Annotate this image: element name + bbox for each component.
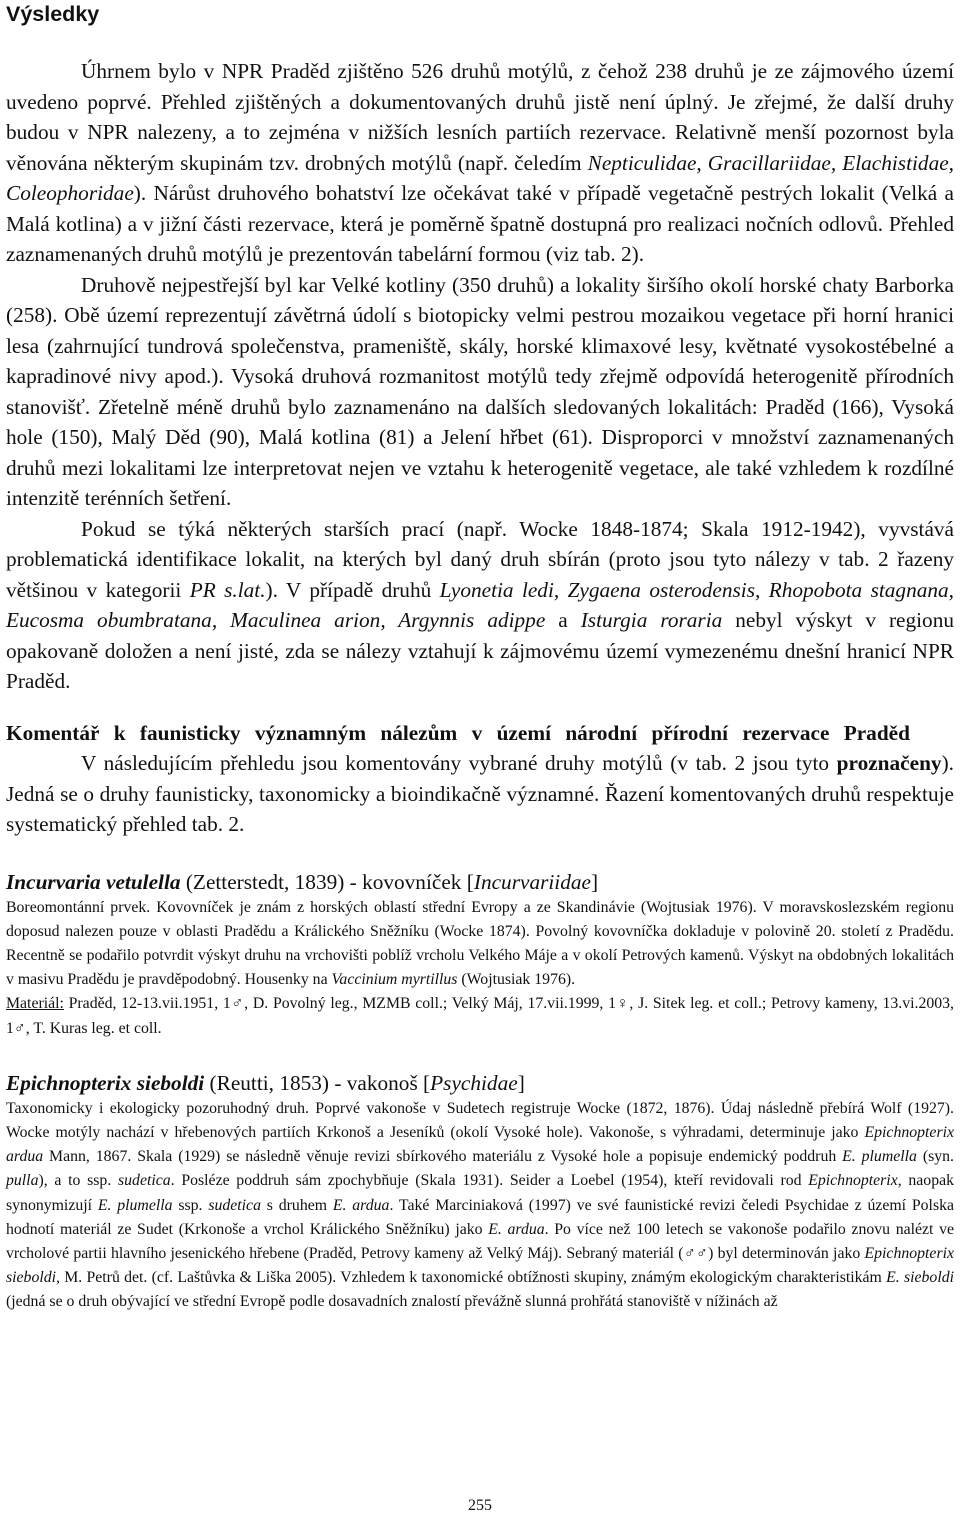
material-label: Materiál: [6,995,64,1013]
italic-run: Epichnopterix ardua [6,1123,954,1166]
species-author: (Reutti, 1853) - vakonoš [ [204,1070,431,1095]
material-text: Praděd, 12-13.vii.1951, 1♂, D. Povolný leg., MZMB coll.; Velký Máj, 17.vii.1999, 1♀, J. Sitek leg. et coll.; Petrovy kameny, 13.vi.2003, 1♂, T. Kuras leg. et coll. [6,995,954,1037]
italic-run: E. plumella [842,1148,917,1166]
text-run: Pokud se týká některých starších prací (např. Wocke 1848-1874; Skala 1912-1942), vyvstává problematická identifikace lokalit, na kterých byl daný druh sbírán (proto jsou tyto nálezy v tab. 2 řazeny většinou v kategorii [6,516,954,602]
page-number: 255 [468,1497,492,1514]
species-name: Incurvaria vetulella [6,869,181,894]
species-heading-epichnopterix [6,1069,954,1097]
text-run: (jedná se o druh obývající ve střední Evropě podle dosavadních znalostí převážně slunná prohřátá stanoviště v nížinách až [6,1293,778,1311]
text-run: Úhrnem bylo v NPR Praděd zjištěno 526 druhů motýlů, z čehož 238 druhů je ze zájmového území uvedeno poprvé. Přehled zjištěných a dokumentovaných druhů jistě není úplný. Je zřejmé, že další druhy budou v NPR nalezeny, a to zejména v nižších lesních partiích rezervace. Relativně menší pozornost byla věnována některým skupinám tzv. drobných motýlů (např. čeledím [6,59,954,175]
bold-run: proznačeny [836,751,942,775]
results-paragraph-3 [6,514,954,697]
italic-run: E. plumella [97,1196,173,1214]
results-paragraph-2 [6,270,954,514]
text-run: ssp. [172,1196,209,1214]
text-run: . Posléze poddruh sám zpochybňuje (Skala 1931). Seider a Loebel (1954), kteří revidovali rod [170,1172,809,1190]
text-run: Boreomontánní prvek. Kovovníček je znám z horských oblastí střední Evropy a ze Skandinávie (Wojtusiak 1976). V moravskoslezském regionu doposud nalezen pouze v oblasti Pradědu a Králického Sněžníku (Wocke 1874). Povolný kovovníčka dokladuje v polovině 20. století z Pradědu. Recentně se podařilo potvrdit výskyt druhu na vrchovišti poblíž vrcholu Velkého Máje a v okolí Petrových kamenů. Výskyt na obdobných lokalitách v masivu Pradědu je pravděpodobný. Housenky na [6,898,954,989]
document-page [6,0,954,1315]
species-heading-incurvaria [6,868,954,896]
text-run: . Po více než 100 letech se vakonoše podařilo znovu nalézt ve vrcholové partii hlavního jesenického hřebene (Praděd, Petrovy kameny až Velký Máj). Sebraný materiál (♂♂) byl determinován jako [6,1220,955,1262]
text-run: Taxonomicky i ekologicky pozoruhodný druh. Poprvé vakonoše v Sudetech registruje Wocke (1872, 1876). Údaj následně přebírá Wolf (1927). Wocke motýly nachází v hřebenových partiích Krkonoš a Jeseníků (okolí Vysoké hole). Vakonoše, s výhradami, determinuje jako [6,1099,954,1141]
species-bracket: ] [590,869,599,894]
text-run: Druhově nejpestřejší byl kar Velké kotliny (350 druhů) a lokality širšího okolí horské chaty Barborka (258). Obě území reprezentují závětrná údolí s biotopicky velmi pestrou mozaikou vegetace při horní hranici lesa (zahrnující tundrová společenstva, prameniště, skály, horské klimaxové lesy, květnaté vysokostébelné a kapradinové nivy apod.). Vysoká druhová rozmanitost motýlů tedy zřejmě odpovídá heterogenitě přírodních stanovišť. Zřetelně méně druhů bylo zaznamenáno na dalších sledovaných lokalitách: Praděd (166), Vysoká hole (150), Malý Děd (90), Malá kotlina (81) a Jelení hřbet (61). Disproporci v množství zaznamenaných druhů mezi lokalitami lze interpretovat nejen ve vztahu k heterogenitě vegetace, ale také vzhledem k rozdílné intenzitě terénních šetření. [6,272,954,510]
italic-run: pulla [6,1172,39,1190]
text-run: (Wojtusiak 1976). [457,971,576,989]
text-run: , naopak synonymizují [6,1172,955,1214]
text-run: V následujícím přehledu jsou komentovány vybrané druhy motýlů (v tab. 2 jsou tyto [81,751,837,775]
species-author: (Zetterstedt, 1839) - kovovníček [ [180,869,474,894]
italic-run: Epichnopterix [808,1172,898,1190]
comment-heading: Komentář k faunisticky významným nálezům v území národní přírodní rezervace Praděd [6,720,910,745]
text-run: a [545,608,581,632]
italic-run: Epichnopterix sieboldi, [6,1244,954,1287]
comment-paragraph [6,748,954,840]
text-run: ). Nárůst druhového bohatství lze očekávat také v případě vegetačně pestrých lokalit (Velká a Malá kotlina) a v jižní části rezervace, která je poměrně špatně dostupná pro realizaci nočních odlovů. Přehled zaznamenaných druhů motýlů je prezentován tabelární formou (viz tab. 2). [6,181,954,266]
species-text-epichnopterix [6,1097,954,1315]
species-text-incurvaria [6,896,954,993]
material-line [6,992,954,1040]
italic-run: Vaccinium myrtillus [331,971,458,989]
text-run: s druhem [260,1196,333,1214]
italic-run: E. ardua [488,1220,545,1238]
italic-run: Isturgia roraria [580,608,723,632]
italic-run: E. sieboldi [886,1269,954,1287]
text-run: . Také Marciniaková (1997) ve své faunistické revizi čeledi Psychidae z území Polska hodnotí materiál ze Sudet (Krkonoše a vrchol Králického Sněžníku) jako [6,1196,955,1238]
species-name: Epichnopterix sieboldi [6,1070,205,1095]
italic-run: Lyonetia ledi, Zygaena osterodensis, Rhopobota stagnana, Eucosma obumbratana, Maculinea arion, Argynnis adippe [6,577,955,632]
species-family: Incurvariidae [473,869,591,894]
species-bracket: ] [517,1070,525,1095]
section-heading: Výsledky [6,2,100,26]
italic-run: E. ardua [332,1196,390,1214]
text-run: M. Petrů det. (cf. Laštůvka & Liška 2005). Vzhledem k taxonomické obtížnosti skupiny, známým ekologickým charakteristikám [59,1269,887,1287]
text-run: ). Jedná se o druhy faunisticky, taxonomicky a bioindikačně významné. Řazení komentovaných druhů respektuje systematický přehled tab. 2. [6,751,954,836]
italic-run: sudetica [208,1196,261,1214]
text-run: (syn. [916,1148,954,1166]
text-run: ). V případě druhů [265,577,440,602]
text-run: nebyl výskyt v regionu opakovaně doložen a není jisté, zda se nálezy vztahují k zájmovému území vymezenému dnešní hranicí NPR Praděd. [6,608,954,693]
italic-run: sudetica [118,1172,171,1190]
italic-run: PR s.lat. [189,577,266,602]
text-run: ), a to ssp. [38,1172,119,1190]
italic-run: Nepticulidae, Gracillariidae, Elachistidae, Coleophoridae [6,150,954,205]
results-paragraph-1 [6,56,954,270]
text-run: Mann, 1867. Skala (1929) se následně věnuje revizi sbírkového materiálu z Vysoké hole a popisuje endemický poddruh [43,1148,843,1166]
species-family: Psychidae [430,1070,518,1095]
